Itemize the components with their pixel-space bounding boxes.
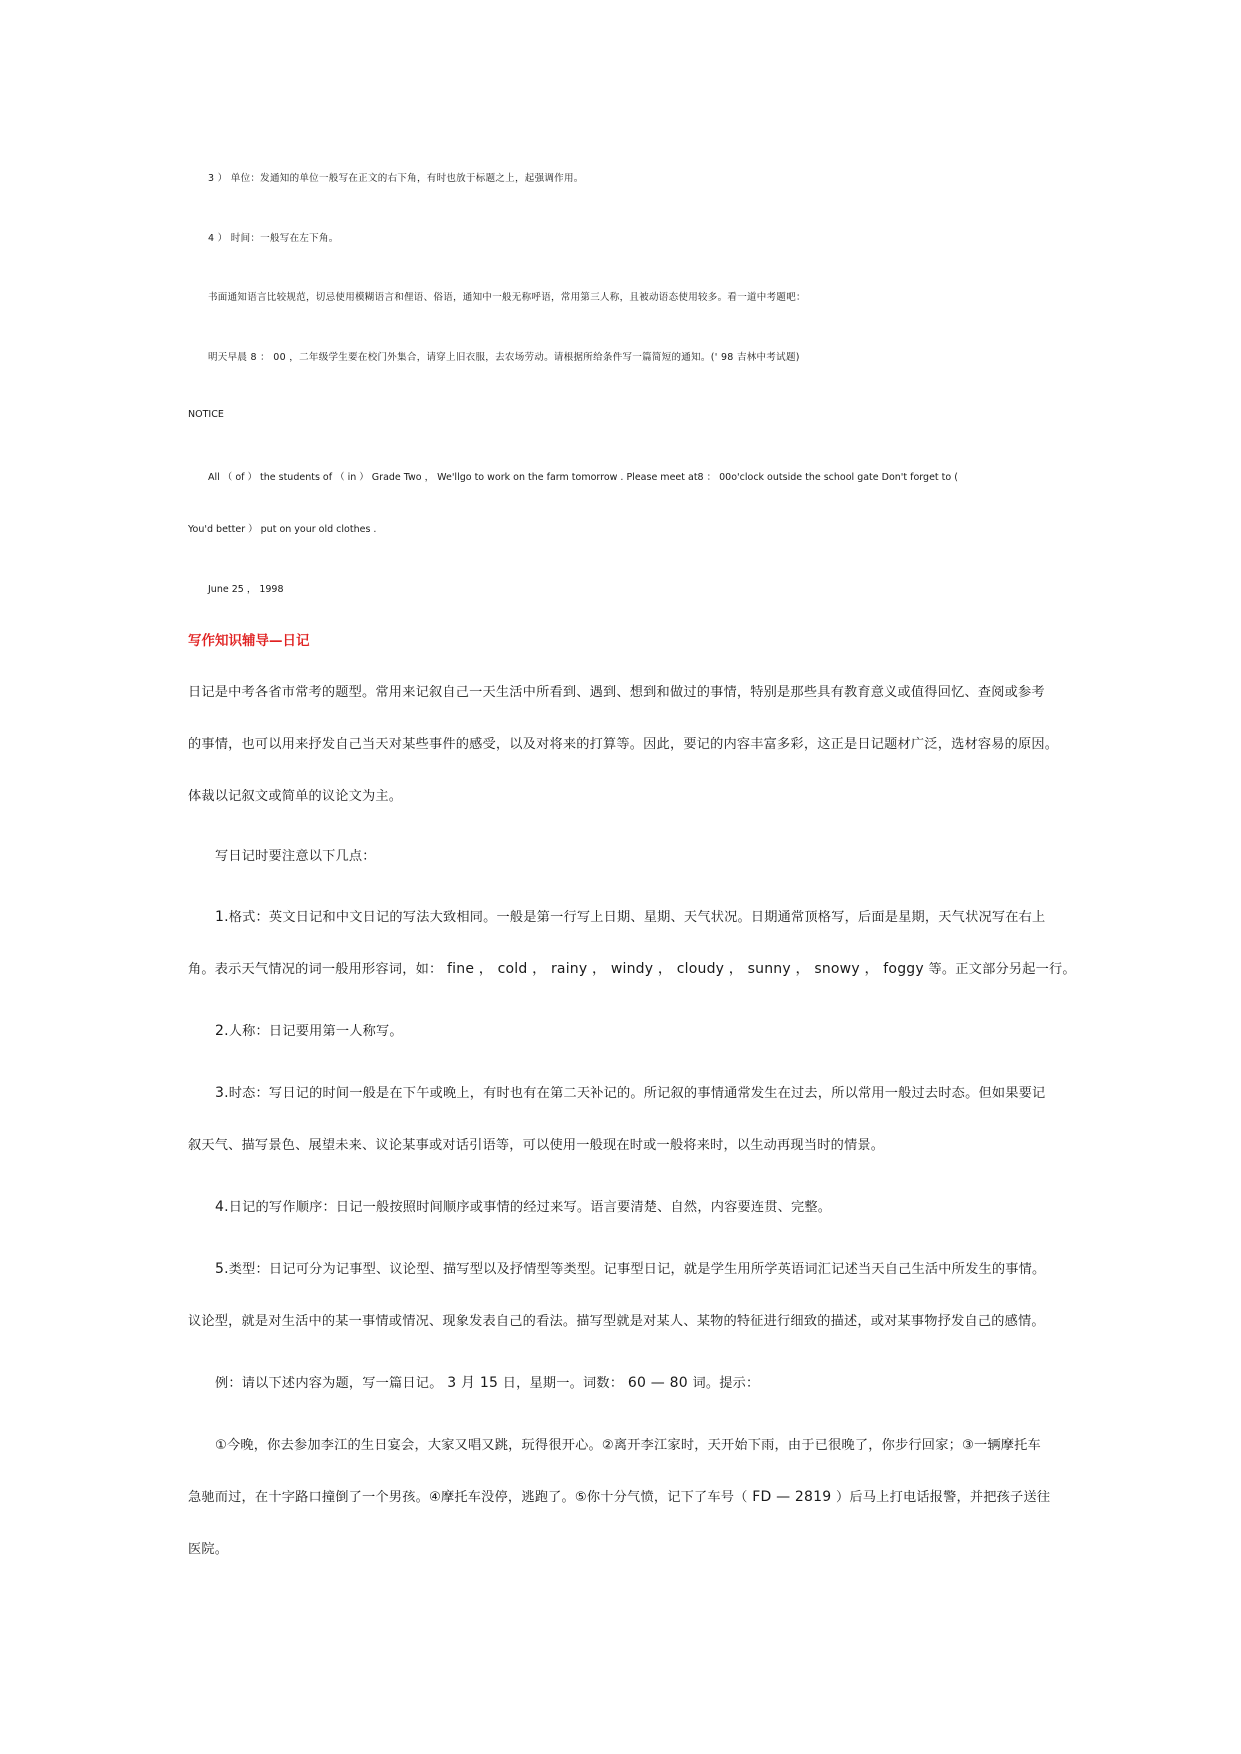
diary-point-3-cont: 叙天气、描写景色、展望未来、议论某事或对话引语等，可以使用一般现在时或一般将来时，以生动再现当时的情景。: [188, 1138, 885, 1153]
example-text: 词。提示：: [692, 1376, 760, 1391]
hint-text: ）后马上打电话报警，并把孩子送往: [836, 1490, 1051, 1505]
example-date: 3 月 15: [442, 1375, 503, 1391]
diary-point-1: [215, 906, 1045, 925]
diary-point-3: [215, 1082, 1045, 1101]
diary-hint-line-3: 医院。: [188, 1542, 229, 1557]
example-text: 例：请以下述内容为题，写一篇日记。: [215, 1376, 443, 1391]
point-number: 1.: [215, 909, 229, 925]
notice-body-line-1: All （ of ） the students of （ in ） Grade Two ， We'llgo to work on the farm tomorrow . Please meet at8 ： 00o'clock outside the school gate Don't forget to (: [208, 472, 958, 483]
example-text: 日，星期一。词数：: [502, 1376, 624, 1391]
example-word-count: 60 — 80: [623, 1375, 693, 1391]
point-text: 日记的写作顺序：日记一般按照时间顺序或事情的经过来写。语言要清楚、自然，内容要连贯、完整。: [228, 1200, 832, 1215]
point-number: 2.: [215, 1023, 229, 1039]
diary-intro-line-3: 体裁以记叙文或简单的议论文为主。: [188, 789, 403, 804]
plate-number: FD — 2819: [747, 1489, 837, 1505]
diary-hint-line-1: ①今晚，你去参加李江的生日宴会，大家又唱又跳，玩得很开心。②离开李江家时，天开始下雨，由于已很晚了，你步行回家；③一辆摩托车: [215, 1438, 1041, 1453]
notice-date: June 25 ， 1998: [208, 584, 284, 595]
notice-unit-line: 3 ） 单位：发通知的单位一般写在正文的右下角，有时也放于标题之上，起强调作用。: [208, 173, 584, 184]
point-text: 格式：英文日记和中文日记的写法大致相同。一般是第一行写上日期、星期、天气状况。日期通常顶格写，后面是星期，天气状况写在右上: [228, 910, 1046, 925]
point-text: 角。表示天气情况的词一般用形容词，如：: [188, 962, 443, 977]
diary-point-1-cont: [188, 958, 1076, 978]
diary-point-4: [215, 1196, 831, 1215]
point-text: 类型：日记可分为记事型、议论型、描写型以及抒情型等类型。记事型日记，就是学生用所学英语词汇记述当天自己生活中所发生的事情。: [228, 1262, 1046, 1277]
hint-text: 急驰而过，在十字路口撞倒了一个男孩。④摩托车没停，逃跑了。⑤你十分气愤，记下了车号（: [188, 1490, 748, 1505]
notice-language-line: 书面通知语言比较规范，切忌使用模糊语言和俚语、俗语，通知中一般无称呼语，常用第三人称，且被动语态使用较多。看一道中考题吧：: [208, 292, 806, 303]
point-text: 时态：写日记的时间一般是在下午或晚上，有时也有在第二天补记的。所记叙的事情通常发生在过去，所以常用一般过去时态。但如果要记: [228, 1086, 1046, 1101]
diary-point-2: [215, 1020, 403, 1039]
diary-hint-line-2: [188, 1486, 1050, 1505]
diary-point-5: [215, 1258, 1045, 1277]
notice-title: NOTICE: [188, 409, 224, 420]
diary-heading: 写作知识辅导—日记: [188, 633, 310, 649]
point-number: 5.: [215, 1261, 229, 1277]
point-text: 人称：日记要用第一人称写。: [228, 1024, 403, 1039]
point-number: 4.: [215, 1199, 229, 1215]
diary-intro-line-2: 的事情，也可以用来抒发自己当天对某些事件的感受，以及对将来的打算等。因此，要记的内容丰富多彩，这正是日记题材广泛，选材容易的原因。: [188, 737, 1059, 752]
point-number: 3.: [215, 1085, 229, 1101]
notice-time-line: 4 ） 时间：一般写在左下角。: [208, 233, 339, 244]
diary-example-line: [215, 1372, 759, 1392]
point-text: 等。正文部分另起一行。: [928, 962, 1076, 977]
diary-point-5-cont: 议论型，就是对生活中的某一事情或情况、现象发表自己的看法。描写型就是对某人、某物的特征进行细致的描述，或对某事物抒发自己的感情。: [188, 1314, 1045, 1329]
diary-intro-line-1: 日记是中考各省市常考的题型。常用来记叙自己一天生活中所看到、遇到、想到和做过的事情，特别是那些具有教育意义或值得回忆、查阅或参考: [188, 685, 1045, 700]
notice-body-line-2: You'd better ） put on your old clothes .: [188, 524, 377, 535]
weather-words: fine ， cold ， rainy ， windy ， cloudy ， sunny ， snowy ， foggy: [442, 961, 929, 977]
notice-task-line: 明天早晨 8 ： 00 ，二年级学生要在校门外集合，请穿上旧衣服，去农场劳动。请根据所给条件写一篇简短的通知。(' 98 吉林中考试题): [208, 352, 800, 363]
diary-notes-lead: 写日记时要注意以下几点：: [215, 849, 376, 864]
